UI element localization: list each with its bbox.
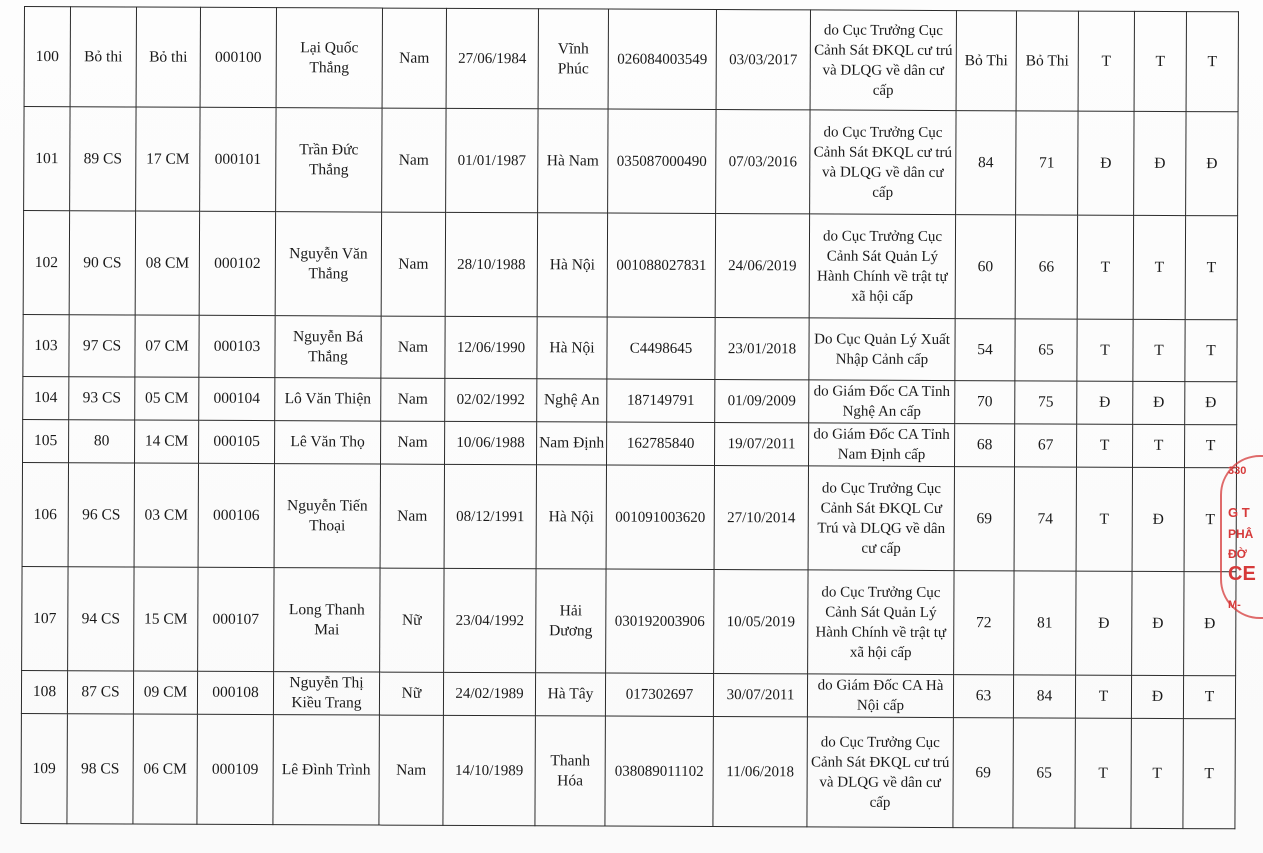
- result-3-cell: Đ: [1186, 112, 1238, 216]
- seal-text: G T: [1228, 505, 1250, 520]
- result-3-cell: T: [1185, 320, 1237, 382]
- result-1-cell: T: [1077, 319, 1133, 381]
- result-3-cell: T: [1185, 216, 1237, 320]
- result-3-cell: T: [1183, 719, 1235, 829]
- row-number-cell: 108: [21, 670, 67, 713]
- result-2-cell: T: [1133, 319, 1185, 381]
- birth-date-cell: 27/06/1984: [446, 8, 538, 108]
- candidate-code-cell: 000109: [197, 714, 273, 824]
- practice-score-cell: 65: [1013, 718, 1075, 828]
- table-row: [23, 211, 1237, 320]
- row-number-cell: 106: [22, 462, 68, 566]
- seal-text: PHÂ: [1228, 527, 1254, 541]
- issuing-authority-cell: do Giám Đốc CA Hà Nội cấp: [807, 674, 953, 718]
- birth-date-cell: 12/06/1990: [445, 316, 537, 378]
- id-number-cell: 017302697: [605, 673, 713, 716]
- row-number-cell: 100: [24, 7, 70, 107]
- candidate-code-cell: 000100: [200, 7, 276, 107]
- issuing-authority-cell: do Giám Đốc CA Tỉnh Nghệ An cấp: [809, 380, 955, 424]
- birth-place-cell: Hà Nam: [538, 109, 608, 213]
- seal-text: 330: [1228, 465, 1247, 477]
- theory-score-cell: Bỏ Thi: [956, 11, 1016, 111]
- birth-date-cell: 14/10/1989: [443, 715, 535, 825]
- result-2-cell: T: [1133, 215, 1185, 319]
- birth-date-cell: 01/01/1987: [446, 108, 538, 212]
- result-1-cell: T: [1075, 718, 1131, 828]
- issuing-authority-cell: do Cục Trưởng Cục Cảnh Sát ĐKQL cư trú và DLQG về dân cư cấp: [810, 10, 956, 111]
- candidate-code-cell: 000101: [200, 107, 276, 211]
- issue-date-cell: 27/10/2014: [714, 466, 808, 570]
- result-2-cell: T: [1131, 718, 1183, 828]
- gender-cell: Nam: [381, 212, 445, 316]
- result-1-cell: T: [1076, 467, 1132, 571]
- issue-date-cell: 19/07/2011: [715, 423, 809, 466]
- practice-score-cell: 67: [1014, 424, 1076, 467]
- issuing-authority-cell: do Giám Đốc CA Tỉnh Nam Định cấp: [809, 423, 955, 467]
- issue-date-cell: 03/03/2017: [716, 10, 810, 110]
- skill-code-cell: 17 CM: [136, 107, 200, 211]
- result-2-cell: Đ: [1134, 111, 1186, 215]
- issue-date-cell: 01/09/2009: [715, 380, 809, 423]
- birth-date-cell: 10/06/1988: [445, 421, 537, 464]
- practice-score-cell: 71: [1016, 111, 1078, 215]
- birth-date-cell: 23/04/1992: [444, 568, 536, 672]
- score-code-cell: 97 CS: [69, 315, 135, 377]
- gender-cell: Nam: [382, 8, 446, 108]
- issuing-authority-cell: do Cục Trưởng Cục Cảnh Sát Quản Lý Hành Chính về trật tự xã hội cấp: [808, 570, 954, 675]
- score-code-cell: 87 CS: [67, 671, 133, 714]
- result-1-cell: T: [1077, 215, 1133, 319]
- id-number-cell: 030192003906: [606, 569, 714, 673]
- issuing-authority-cell: do Cục Trưởng Cục Cảnh Sát ĐKQL cư trú và DLQG về dân cư cấp: [807, 717, 953, 828]
- full-name-cell: Nguyễn Tiến Thoại: [274, 464, 380, 568]
- practice-score-cell: 75: [1015, 381, 1077, 424]
- skill-code-cell: Bỏ thi: [136, 7, 200, 107]
- birth-date-cell: 28/10/1988: [445, 212, 537, 316]
- theory-score-cell: 69: [954, 467, 1014, 571]
- result-2-cell: Đ: [1132, 571, 1184, 675]
- candidate-code-cell: 000102: [199, 211, 275, 315]
- issuing-authority-cell: Do Cục Quản Lý Xuất Nhập Cảnh cấp: [809, 318, 955, 381]
- table-row: [23, 419, 1237, 467]
- gender-cell: Nam: [382, 108, 446, 212]
- birth-date-cell: 24/02/1989: [443, 672, 535, 715]
- birth-place-cell: Hà Tây: [535, 673, 605, 716]
- birth-place-cell: Vĩnh Phúc: [538, 9, 608, 109]
- gender-cell: Nữ: [380, 568, 444, 672]
- theory-score-cell: 54: [955, 319, 1015, 381]
- skill-code-cell: 07 CM: [135, 315, 199, 377]
- full-name-cell: Lại Quốc Thắng: [276, 8, 382, 108]
- result-3-cell: T: [1186, 12, 1238, 112]
- row-number-cell: 102: [23, 211, 69, 315]
- birth-place-cell: Hải Dương: [536, 569, 606, 673]
- skill-code-cell: 09 CM: [133, 671, 197, 714]
- result-1-cell: Đ: [1078, 111, 1134, 215]
- birth-place-cell: Hà Nội: [537, 213, 607, 317]
- candidate-code-cell: 000104: [199, 377, 275, 420]
- result-3-cell: Đ: [1185, 382, 1237, 425]
- result-1-cell: T: [1076, 424, 1132, 467]
- id-number-cell: 162785840: [607, 422, 715, 465]
- birth-place-cell: Hà Nội: [536, 465, 606, 569]
- gender-cell: Nam: [380, 464, 444, 568]
- theory-score-cell: 72: [954, 571, 1014, 675]
- birth-place-cell: Hà Nội: [537, 317, 607, 379]
- score-code-cell: 93 CS: [69, 377, 135, 420]
- theory-score-cell: 84: [956, 111, 1016, 215]
- id-number-cell: C4498645: [607, 317, 715, 379]
- issue-date-cell: 11/06/2018: [713, 717, 807, 827]
- score-code-cell: 80: [69, 420, 135, 463]
- practice-score-cell: 84: [1013, 675, 1075, 718]
- seal-text: CE: [1228, 563, 1256, 585]
- result-3-cell: Đ: [1184, 572, 1236, 676]
- gender-cell: Nam: [381, 421, 445, 464]
- id-number-cell: 187149791: [607, 379, 715, 422]
- score-code-cell: 89 CS: [70, 107, 136, 211]
- gender-cell: Nữ: [379, 672, 443, 715]
- result-1-cell: Đ: [1076, 571, 1132, 675]
- result-2-cell: T: [1132, 424, 1184, 467]
- practice-score-cell: 65: [1015, 319, 1077, 381]
- practice-score-cell: 74: [1014, 467, 1076, 571]
- practice-score-cell: 81: [1014, 571, 1076, 675]
- seal-text: M-: [1228, 599, 1241, 611]
- score-code-cell: 94 CS: [68, 567, 134, 671]
- theory-score-cell: 63: [953, 675, 1013, 718]
- practice-score-cell: Bỏ Thi: [1016, 11, 1078, 111]
- birth-date-cell: 02/02/1992: [445, 378, 537, 421]
- results-table: [20, 6, 1239, 829]
- birth-place-cell: Thanh Hóa: [535, 716, 605, 826]
- gender-cell: Nam: [379, 715, 443, 825]
- full-name-cell: Lê Đình Trình: [273, 715, 379, 825]
- table-body: [21, 7, 1239, 829]
- id-number-cell: 026084003549: [608, 9, 716, 109]
- birth-place-cell: Nghệ An: [537, 379, 607, 422]
- issuing-authority-cell: do Cục Trưởng Cục Cảnh Sát ĐKQL cư trú và DLQG về dân cư cấp: [810, 110, 956, 215]
- score-code-cell: 96 CS: [68, 463, 134, 567]
- result-1-cell: T: [1078, 11, 1134, 111]
- skill-code-cell: 15 CM: [134, 567, 198, 671]
- theory-score-cell: 68: [954, 424, 1014, 467]
- score-code-cell: 90 CS: [69, 211, 135, 315]
- skill-code-cell: 03 CM: [134, 463, 198, 567]
- candidate-code-cell: 000103: [199, 315, 275, 377]
- full-name-cell: Nguyễn Văn Thắng: [275, 212, 381, 316]
- table-row: [23, 314, 1237, 381]
- result-3-cell: T: [1184, 425, 1236, 468]
- skill-code-cell: 05 CM: [135, 377, 199, 420]
- score-code-cell: 98 CS: [67, 714, 133, 824]
- issue-date-cell: 24/06/2019: [715, 214, 809, 318]
- full-name-cell: Lê Văn Thọ: [275, 421, 381, 464]
- birth-date-cell: 08/12/1991: [444, 464, 536, 568]
- full-name-cell: Trần Đức Thắng: [276, 108, 382, 212]
- result-2-cell: T: [1134, 11, 1186, 111]
- score-code-cell: Bỏ thi: [70, 7, 136, 107]
- result-2-cell: Đ: [1132, 467, 1184, 571]
- red-seal-stamp: [1220, 455, 1263, 625]
- practice-score-cell: 66: [1015, 215, 1077, 319]
- result-1-cell: T: [1075, 675, 1131, 718]
- id-number-cell: 001091003620: [606, 465, 714, 569]
- result-3-cell: T: [1184, 468, 1236, 572]
- gender-cell: Nam: [381, 316, 445, 378]
- skill-code-cell: 14 CM: [135, 420, 199, 463]
- issue-date-cell: 10/05/2019: [714, 570, 808, 674]
- issuing-authority-cell: do Cục Trưởng Cục Cảnh Sát Quản Lý Hành Chính về trật tự xã hội cấp: [809, 214, 955, 319]
- issuing-authority-cell: do Cục Trưởng Cục Cảnh Sát ĐKQL Cư Trú và DLQG về dân cư cấp: [808, 466, 954, 571]
- full-name-cell: Nguyễn Thị Kiều Trang: [273, 672, 379, 715]
- table-row: [24, 7, 1238, 112]
- birth-place-cell: Nam Định: [537, 422, 607, 465]
- table-row: [23, 376, 1237, 424]
- row-number-cell: 103: [23, 314, 69, 376]
- candidate-code-cell: 000106: [198, 463, 274, 567]
- table-row: [21, 713, 1235, 828]
- id-number-cell: 038089011102: [605, 716, 713, 826]
- theory-score-cell: 60: [955, 215, 1015, 319]
- issue-date-cell: 23/01/2018: [715, 318, 809, 380]
- theory-score-cell: 69: [953, 718, 1013, 828]
- row-number-cell: 104: [23, 376, 69, 419]
- id-number-cell: 035087000490: [608, 109, 716, 213]
- full-name-cell: Nguyễn Bá Thắng: [275, 316, 381, 378]
- skill-code-cell: 06 CM: [133, 714, 197, 824]
- theory-score-cell: 70: [955, 381, 1015, 424]
- result-2-cell: Đ: [1133, 381, 1185, 424]
- row-number-cell: 101: [24, 107, 70, 211]
- full-name-cell: Long Thanh Mai: [274, 568, 380, 672]
- gender-cell: Nam: [381, 378, 445, 421]
- issue-date-cell: 07/03/2016: [716, 110, 810, 214]
- row-number-cell: 107: [22, 566, 68, 670]
- id-number-cell: 001088027831: [607, 213, 715, 317]
- table-row: [22, 566, 1236, 675]
- result-2-cell: Đ: [1131, 675, 1183, 718]
- result-3-cell: T: [1183, 676, 1235, 719]
- table-row: [22, 462, 1236, 571]
- candidate-code-cell: 000105: [199, 420, 275, 463]
- row-number-cell: 105: [23, 419, 69, 462]
- table-row: [24, 107, 1238, 216]
- table-row: [21, 670, 1235, 718]
- candidate-code-cell: 000107: [198, 567, 274, 671]
- skill-code-cell: 08 CM: [135, 211, 199, 315]
- issue-date-cell: 30/07/2011: [713, 674, 807, 717]
- candidate-code-cell: 000108: [197, 671, 273, 714]
- result-1-cell: Đ: [1077, 381, 1133, 424]
- full-name-cell: Lô Văn Thiện: [275, 378, 381, 421]
- seal-text: ĐỜ: [1228, 547, 1247, 561]
- row-number-cell: 109: [21, 713, 67, 823]
